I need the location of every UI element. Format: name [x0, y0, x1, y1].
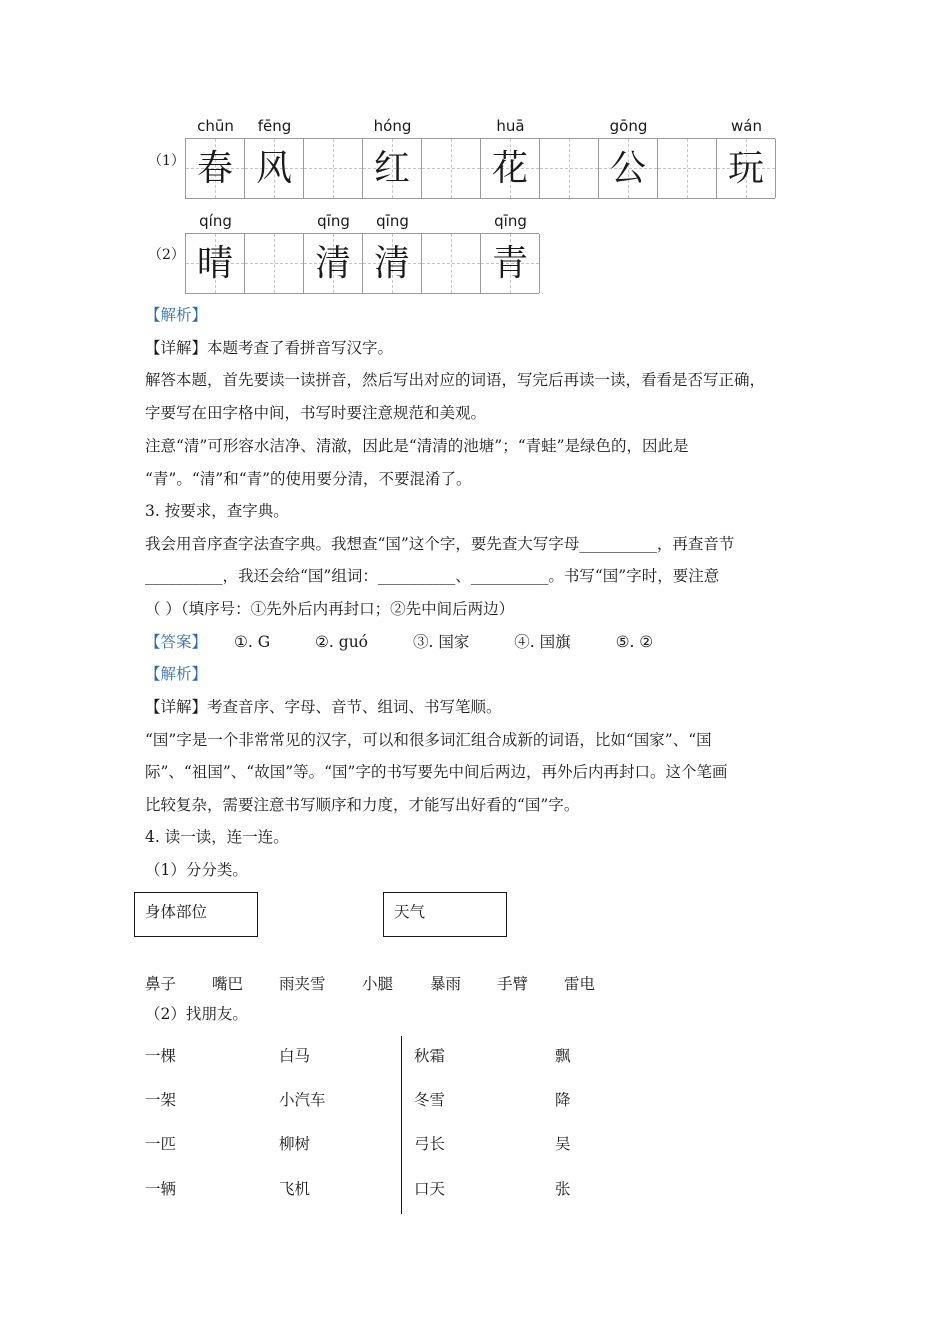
pinyin-label: qīng	[376, 212, 409, 230]
category-label: 天气	[394, 903, 426, 921]
match-left-item: 一辆	[145, 1180, 177, 1198]
pinyin-label: qīng	[317, 212, 350, 230]
answer-3: ③. 国家	[412, 633, 470, 651]
match-right-item: 吴	[555, 1135, 571, 1153]
match-right-item: 白马	[279, 1047, 311, 1065]
hanzi-char: 花	[491, 148, 528, 189]
hanzi-char: 红	[373, 148, 410, 189]
word-item: 嘴巴	[212, 975, 244, 993]
match-right-item: 降	[555, 1091, 571, 1109]
word-item: 雷电	[564, 975, 596, 993]
pinyin-label: wán	[731, 117, 762, 135]
explanation-line: 解答本题，首先要读一读拼音，然后写出对应的词语，写完后再读一读，看看是否写正确，	[145, 371, 766, 389]
hanzi-char	[422, 139, 480, 198]
match-right-item: 飘	[555, 1047, 571, 1065]
tianzige-cell	[363, 139, 422, 198]
hanzi-char: 春	[196, 148, 233, 189]
question-line: （ ）（填序号：①先外后内再封口；②先中间后两边）	[145, 600, 515, 618]
pinyin-label: qīng	[494, 212, 527, 230]
tianzige-cell	[599, 139, 658, 198]
category-label: 身体部位	[145, 903, 208, 921]
word-item: 暴雨	[430, 975, 462, 993]
category-box-body-parts	[134, 892, 258, 937]
pinyin-label: hóng	[373, 117, 412, 135]
answer-2: ②. guó	[315, 633, 369, 651]
tianzige-cell	[186, 139, 245, 198]
hanzi-char	[422, 234, 480, 293]
pinyin-label: chūn	[197, 117, 234, 135]
tianzige-cell	[304, 139, 363, 198]
tianzige-cell	[481, 234, 540, 293]
hanzi-char: 青	[491, 243, 528, 284]
pinyin-label: qíng	[199, 212, 232, 230]
word-item: 手臂	[497, 975, 529, 993]
sub-question: （1）分分类。	[145, 861, 248, 879]
tianzige-cell	[481, 139, 540, 198]
match-right-item: 柳树	[279, 1135, 311, 1153]
analysis-tag: 【解析】	[145, 665, 208, 683]
tianzige-cell	[186, 234, 245, 293]
row2-label: （2）	[148, 247, 185, 263]
question-title: 4. 读一读，连一连。	[145, 828, 289, 846]
match-left-item: 一匹	[145, 1135, 177, 1153]
tianzige-cell	[245, 139, 304, 198]
tianzige-cell	[658, 139, 717, 198]
match-right-item: 张	[555, 1180, 571, 1198]
tianzige-cell	[245, 234, 304, 293]
hanzi-char	[245, 234, 303, 293]
match-left-item: 口天	[414, 1180, 446, 1198]
tianzige-cell	[363, 234, 422, 293]
detail-line: 【详解】本题考查了看拼音写汉字。	[145, 339, 394, 357]
answer-line	[145, 632, 653, 652]
match-left-item: 秋霜	[414, 1047, 446, 1065]
hanzi-char	[540, 139, 598, 198]
explanation-line: 际”、“祖国”、“故国”等。“国”字的书写要先中间后两边，再外后内再封口。这个笔画	[145, 763, 728, 781]
question-line: __________，我还会给“国”组词：__________、__________。书写“国”字时，要注意	[145, 567, 720, 585]
tianzige-cell	[422, 139, 481, 198]
analysis-tag: 【解析】	[145, 306, 208, 324]
match-left-item: 一棵	[145, 1047, 177, 1065]
tianzige-cell	[304, 234, 363, 293]
row1-label: （1）	[148, 153, 185, 169]
match-left-item: 冬雪	[414, 1091, 446, 1109]
pinyin-label: huā	[496, 117, 525, 135]
word-item: 鼻子	[145, 975, 177, 993]
answer-1: ①. G	[233, 633, 271, 651]
hanzi-char	[658, 139, 716, 198]
hanzi-char: 清	[373, 243, 410, 284]
hanzi-char: 公	[609, 148, 646, 189]
explanation-line: “青”。“清”和“青”的使用要分清，不要混淆了。	[145, 470, 472, 488]
question-line: 我会用音序查字法查字典。我想查“国”这个字，要先查大写字母__________，再查音节	[145, 535, 735, 553]
answer-4: ④. 国旗	[514, 633, 571, 651]
explanation-line: “国”字是一个非常常见的汉字，可以和很多词汇组合成新的词语，比如“国家”、“国	[145, 731, 712, 749]
match-left-item: 一架	[145, 1091, 177, 1109]
word-item: 小腿	[362, 975, 394, 993]
answer-5: ⑤. ②	[615, 633, 654, 651]
word-item: 雨夹雪	[279, 975, 326, 993]
column-divider	[401, 1036, 402, 1214]
detail-line: 【详解】考查音序、字母、音节、组词、书写笔顺。	[145, 698, 502, 716]
hanzi-char: 晴	[196, 243, 233, 284]
question-title: 3. 按要求，查字典。	[145, 502, 289, 520]
tianzige-cell	[540, 139, 599, 198]
pinyin-label: fēng	[257, 117, 292, 135]
hanzi-char: 清	[314, 243, 351, 284]
match-left-item: 弓长	[414, 1135, 446, 1153]
explanation-line: 比较复杂，需要注意书写顺序和力度，才能写出好看的“国”字。	[145, 796, 580, 814]
category-box-weather	[383, 892, 507, 937]
pinyin-label: gōng	[609, 117, 648, 135]
match-right-item: 飞机	[279, 1180, 311, 1198]
tianzige-cell	[422, 234, 481, 293]
sub-question: （2）找朋友。	[145, 1005, 248, 1023]
tianzige-cell	[717, 139, 776, 198]
explanation-line: 字要写在田字格中间，书写时要注意规范和美观。	[145, 404, 487, 422]
explanation-line: 注意“清”可形容水洁净、清澈，因此是“清清的池塘”；“青蛙”是绿色的，因此是	[145, 437, 689, 455]
match-right-item: 小汽车	[279, 1091, 326, 1109]
answer-tag: 【答案】	[145, 633, 208, 651]
hanzi-char	[304, 139, 362, 198]
hanzi-char: 玩	[727, 148, 764, 189]
hanzi-char: 风	[255, 148, 292, 189]
